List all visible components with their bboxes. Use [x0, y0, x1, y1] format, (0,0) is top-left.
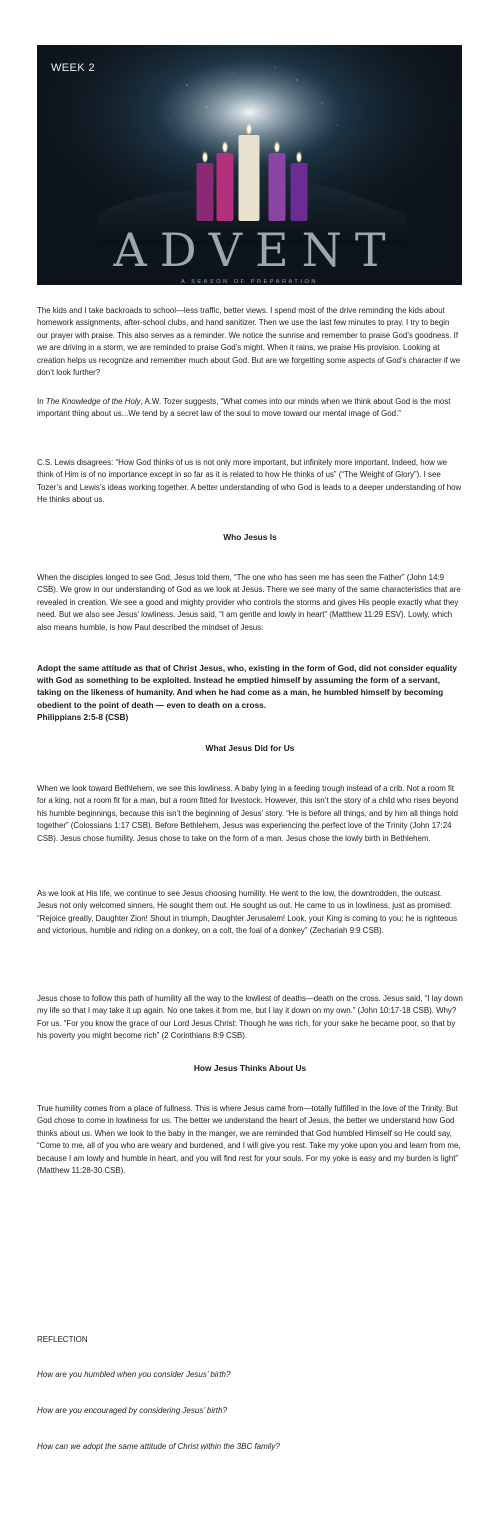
candle: [217, 153, 234, 221]
hero-title: ADVENT: [113, 223, 399, 277]
bethlehem-paragraph: When we look toward Bethlehem, we see this lowliness. A baby lying in a feeding trough instead of a crib. Not a room fit for a king, not a room fit for a man, but a room fitted for livestock. However, this isn’t the story of a child who rises beyond his humble beginnings, because this isn’t the beginning of Jesus’ story. “He is before all things, and by him all things hold together” (Colossians 1:17 CSB). Before Bethlehem, Jesus was experiencing the perfect love of the Trinity (John 17:24 CSB). Jesus chose humility. Jesus chose to take on the form of a man. Jesus chose the lowly birth in Bethlehem.: [37, 784, 459, 843]
fullness-paragraph: True humility comes from a place of fullness. This is where Jesus came from—totally fulfilled in the love of the Trinity. But God chose to come in lowliness for us. The better we understand the heart of Jesus, the better we understand how God thinks about us. When we look to the baby in the manger, we are reminded that God humbled Himself so He could say, “Come to me, all of you who are weary and burdened, and I will give you rest. Take my yoke upon you and learn from me, because I am lowly and humble in heart, and you will find rest for your souls. For my yoke is easy and my burden is light” (Matthew 11:28-30 CSB).: [37, 1104, 461, 1176]
philippians-quote: [37, 662, 463, 723]
quote-reference: Philippians 2:5-8 (CSB): [37, 711, 129, 722]
cross-paragraph: Jesus chose to follow this path of humility all the way to the lowliest of deaths—death on the cross. Jesus said, “I lay down my life so that I may take it up again. No one takes it from me, but I lay it down on my own.” (John 10:17-18 CSB). Why? For us. “For you know the grace of our Lord Jesus Christ: Though he was rich, for your sake he became poor, so that by his poverty you might become rich” (2 Corinthians 8:9 CSB).: [37, 994, 463, 1041]
week-label: WEEK 2: [51, 62, 95, 74]
candle: [269, 153, 286, 221]
tozer-paragraph: In The Knowledge of the Holy, A.W. Tozer suggests, “What comes into our minds when we think about God is the most important thing about us...We tend by a secret law of the soul to move toward our mental image of God.”: [37, 397, 451, 419]
who-jesus-is-paragraph: When the disciples longed to see God, Jesus told them, “The one who has seen me has seen the Father” (John 14:9 CSB). We grow in our understanding of God as we look at Jesus. There we see many of the same characteristics that are revealed in creation. We see a good and mighty provider who controls the storms and gives His people exactly what they need. But we also see Jesus’ lowliness. Jesus said, “I am gentle and lowly in heart” (Matthew 11:29 ESV). Lowly, which also means humble, is how Paul described the mindset of Jesus:: [37, 573, 461, 632]
candle-flame: [296, 150, 302, 163]
humility-paragraph: As we look at His life, we continue to see Jesus choosing humility. He went to the low, the downtrodden, the outcast. Jesus not only welcomed sinners, He sought them out. He sought us out. He came to us in lowliness, just as promised: “Rejoice greatly, Daughter Zion! Shout in triumph, Daughter Jerusalem! Look, your King is coming to you; he is righteous and victorious, humble and riding on a donkey, on a colt, the foal of a donkey” (Zechariah 9:9 CSB).: [37, 889, 458, 936]
book-title: The Knowledge of the Holy: [45, 397, 141, 406]
reflection-question: How are you encouraged by considering Jesus’ birth?: [37, 1406, 227, 1415]
candle: [291, 163, 308, 221]
lewis-paragraph: C.S. Lewis disagrees: “How God thinks of us is not only more important, but infinitely more important. Indeed, how we think of Him is of no importance except in so far as it is related to how He thinks of us” (“The Weight of Glory”). I see Tozer’s and Lewis’s ideas working together. A better understanding of who God is leads to a deeper understanding of how He thinks about us.: [37, 458, 462, 505]
candle-flame: [222, 140, 228, 153]
section-heading-what-jesus-did: What Jesus Did for Us: [205, 743, 295, 753]
candle: [239, 135, 260, 221]
section-heading-who-jesus-is: Who Jesus Is: [223, 532, 277, 542]
candle-flame: [274, 140, 280, 153]
quote-text: Adopt the same attitude as that of Christ Jesus, who, existing in the form of God, did not consider equality with God as something to be exploited. Instead he emptied himself by assuming the form of a servant, taking on the likeness of humanity. And when he had come as a man, he humbled himself by becoming obedient to the point of death — even to death on a cross.: [37, 663, 457, 710]
section-heading-how-jesus-thinks: How Jesus Thinks About Us: [193, 1063, 307, 1073]
advent-hero-image: [37, 45, 462, 285]
reflection-question: How are you humbled when you consider Jesus’ birth?: [37, 1370, 231, 1379]
reflection-label: REFLECTION: [37, 1335, 88, 1344]
candle-flame: [246, 122, 252, 135]
intro-paragraph: The kids and I take backroads to school—less traffic, better views. I spend most of the drive reminding the kids about homework assignments, after-school clubs, and hand sanitizer. Then we use the last few minutes to pray. I try to begin our prayer with praise. This also serves as a reminder. We notice the sunrise and remember to praise God’s goodness. If we are driving in a storm, we are reminded to praise God’s might. When it rains, we praise His provision. Looking at creation helps us recognize and remember much about God. But are we forgetting some aspects of God’s character if we don’t look further?: [37, 306, 461, 378]
candle: [197, 163, 214, 221]
hero-subtitle: A SEASON OF PREPARATION: [181, 279, 318, 285]
reflection-question: How can we adopt the same attitude of Christ within the 3BC family?: [37, 1442, 280, 1451]
candle-flame: [202, 150, 208, 163]
